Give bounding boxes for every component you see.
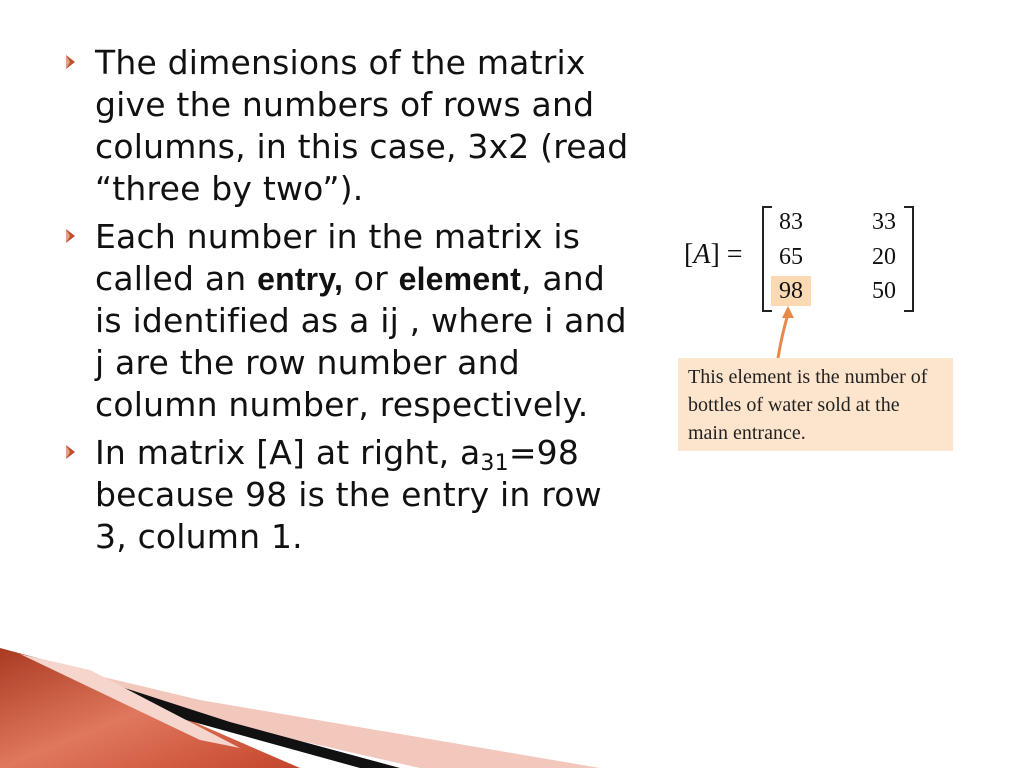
- bullet-text: The dimensions of the matrix give the numbers of rows and columns, in this case, 3x2 (read “three by two”).: [95, 43, 629, 208]
- keyword-entry: entry,: [257, 261, 344, 297]
- callout-arrow-icon: [766, 304, 806, 360]
- bullet-entry: [64, 216, 634, 426]
- right-bracket: [904, 206, 914, 312]
- matrix-variable: A: [693, 239, 711, 270]
- bullet-text: Each number in the matrix is called an: [95, 217, 581, 298]
- bullet-text: =98 because 98 is the entry in row 3, column 1.: [95, 433, 602, 556]
- subscript: 31: [480, 451, 509, 476]
- keyword-element: element: [398, 261, 521, 297]
- matrix-cell-highlighted: 98: [771, 276, 811, 306]
- bullet-text: In matrix [A] at right, a: [95, 433, 481, 472]
- bullet-text: or: [343, 259, 399, 298]
- matrix-cell: 50: [872, 278, 896, 304]
- bullet-example: [64, 432, 634, 558]
- matrix-figure: [676, 200, 976, 460]
- matrix-cell: 20: [872, 244, 896, 270]
- bullet-arrow-icon: [66, 445, 75, 459]
- bullet-list: [64, 42, 634, 564]
- matrix-cell: 65: [779, 244, 803, 270]
- bullet-text: , and is identified as a ij , where i and j are the row number and column number, respectively.: [95, 259, 627, 424]
- matrix-cell: 33: [872, 209, 896, 235]
- bullet-arrow-icon: [66, 229, 75, 243]
- decorative-ribbons: [0, 640, 620, 768]
- matrix-cell: 83: [779, 209, 803, 235]
- callout-box: This element is the number of bottles of water sold at the main entrance.: [678, 358, 953, 451]
- bullet-dimensions: [64, 42, 634, 210]
- bullet-arrow-icon: [66, 55, 75, 69]
- matrix-label: [A] =: [684, 239, 743, 270]
